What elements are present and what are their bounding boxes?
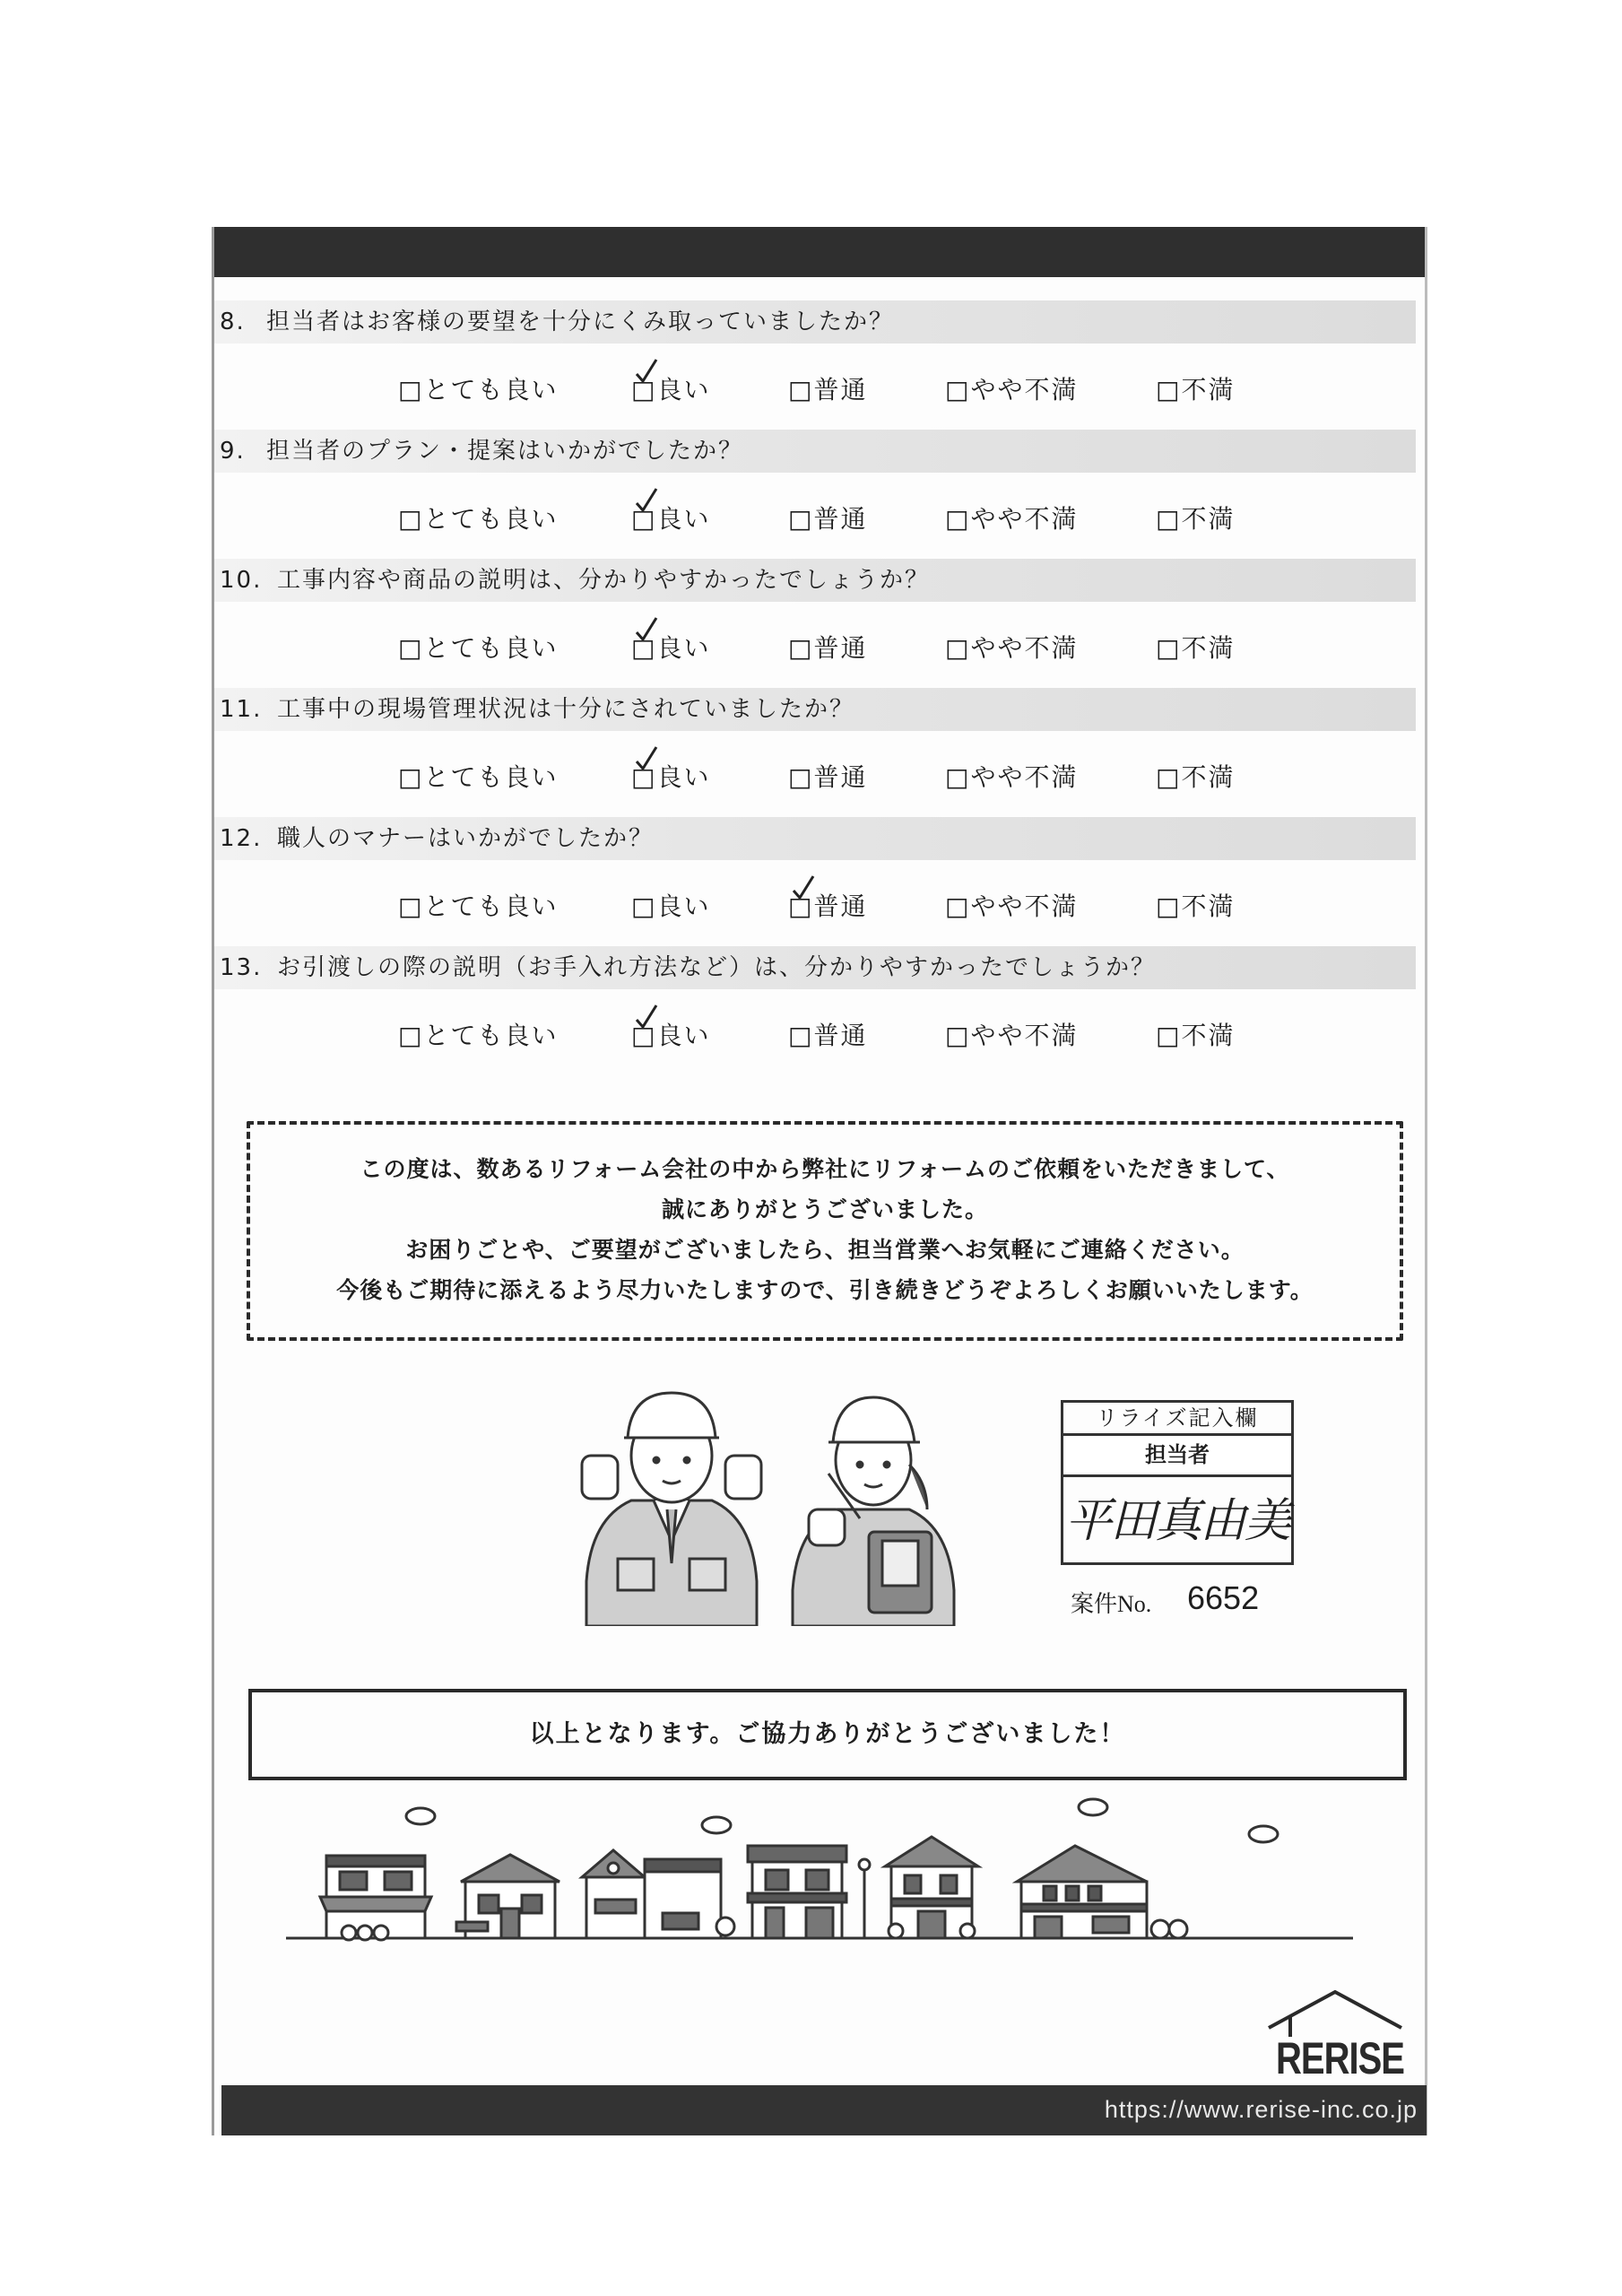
- question-12: [214, 817, 1425, 948]
- check-mark-icon: [633, 616, 660, 643]
- answer-option-label: □普通: [788, 1021, 868, 1050]
- bottom-bar: [221, 2085, 1427, 2135]
- house-roof-icon: [1263, 1985, 1407, 2039]
- answer-option[interactable]: [631, 372, 710, 408]
- answer-option-label: □とても良い: [398, 762, 559, 792]
- question-header: [214, 300, 1416, 344]
- case-number-value: 6652: [1187, 1579, 1260, 1616]
- answer-option-label: □不満: [1156, 1021, 1236, 1050]
- answer-option[interactable]: [788, 631, 867, 666]
- closing-text: 以上となります。ご協力ありがとうございました！: [529, 1720, 1126, 1748]
- answer-option-label: □不満: [1156, 762, 1236, 792]
- answer-option[interactable]: [398, 631, 558, 666]
- answer-option[interactable]: [398, 501, 558, 537]
- staff-signature: 平田真由美: [1061, 1477, 1294, 1565]
- answer-option-label: □やや不満: [945, 1021, 1079, 1050]
- workers-illustration: [568, 1384, 981, 1626]
- survey-page: [212, 227, 1427, 2135]
- question-text: 工事中の現場管理状況は十分にされていましたか？: [277, 696, 855, 723]
- check-mark-icon: [633, 1004, 660, 1031]
- question-text: 担当者はお客様の要望を十分にくみ取っていましたか？: [266, 309, 895, 335]
- answer-option-label: □不満: [1156, 504, 1236, 534]
- answer-option[interactable]: [1156, 760, 1235, 796]
- answer-option[interactable]: [788, 889, 867, 925]
- question-header: [214, 688, 1416, 731]
- answer-option[interactable]: [945, 760, 1078, 796]
- answer-option[interactable]: [1156, 889, 1235, 925]
- message-line-2: 誠にありがとうございました。: [661, 1196, 988, 1222]
- answer-option[interactable]: [398, 1018, 558, 1054]
- staff-entry-box: [1061, 1400, 1296, 1570]
- answer-option-label: □やや不満: [945, 891, 1079, 921]
- staff-entry-header: リライズ記入欄: [1061, 1400, 1294, 1436]
- message-line-1: この度は、数あるリフォーム会社の中から弊社にリフォームのご依頼をいただきまして、: [360, 1156, 1290, 1182]
- answer-option-label: □とても良い: [398, 1021, 559, 1050]
- answer-option-label: □普通: [788, 633, 868, 663]
- answer-option-label: □やや不満: [945, 375, 1079, 404]
- answer-option-label: □とても良い: [398, 375, 559, 404]
- question-10: [214, 559, 1425, 690]
- answer-option[interactable]: [788, 372, 867, 408]
- answer-option-label: □やや不満: [945, 504, 1079, 534]
- answer-option[interactable]: [788, 501, 867, 537]
- message-line-4: 今後もご期待に添えるよう尽力いたしますので、引き続きどうぞよろしくお願いいたします。: [336, 1277, 1314, 1303]
- question-number: 8.: [220, 309, 246, 335]
- question-number: 10.: [220, 567, 263, 594]
- answer-option[interactable]: [945, 1018, 1078, 1054]
- answer-option-label: □普通: [788, 762, 868, 792]
- answer-option[interactable]: [398, 760, 558, 796]
- answer-option-label: □やや不満: [945, 762, 1079, 792]
- question-number: 12.: [220, 825, 263, 852]
- answer-option[interactable]: [945, 501, 1078, 537]
- answer-option[interactable]: [945, 631, 1078, 666]
- answer-option[interactable]: [631, 501, 710, 537]
- answer-option-label: □普通: [788, 375, 868, 404]
- answer-option[interactable]: [631, 1018, 710, 1054]
- question-number: 13.: [220, 954, 263, 981]
- question-13: [214, 946, 1425, 1077]
- case-number-label: 案件No.: [1071, 1591, 1152, 1617]
- answer-option-label: □とても良い: [398, 633, 559, 663]
- answer-option[interactable]: [788, 760, 867, 796]
- answer-option[interactable]: [1156, 631, 1235, 666]
- message-line-3: お困りごとや、ご要望がございましたら、担当営業へお気軽にご連絡ください。: [405, 1237, 1245, 1263]
- check-mark-icon: [633, 358, 660, 385]
- answer-option-label: □不満: [1156, 375, 1236, 404]
- check-mark-icon: [633, 487, 660, 514]
- answer-option-label: □普通: [788, 504, 868, 534]
- answer-option-label: □良い: [631, 633, 711, 663]
- question-text: 担当者のプラン・提案はいかがでしたか？: [266, 438, 744, 465]
- check-mark-icon: [633, 745, 660, 772]
- answer-option-label: □不満: [1156, 633, 1236, 663]
- answer-option-label: □良い: [631, 375, 711, 404]
- answer-option[interactable]: [945, 889, 1078, 925]
- answer-option[interactable]: [1156, 501, 1235, 537]
- question-text: 工事内容や商品の説明は、分かりやすかったでしょうか？: [277, 567, 931, 594]
- answer-option-label: □とても良い: [398, 891, 559, 921]
- question-9: [214, 430, 1425, 561]
- answer-option[interactable]: [631, 760, 710, 796]
- answer-option-label: □良い: [631, 504, 711, 534]
- answer-option-label: □良い: [631, 1021, 711, 1050]
- answer-option[interactable]: [398, 889, 558, 925]
- answer-option[interactable]: [945, 372, 1078, 408]
- top-bar: [214, 227, 1425, 277]
- answer-option-label: □良い: [631, 891, 711, 921]
- answer-option[interactable]: [398, 372, 558, 408]
- company-url: https://www.rerise-inc.co.jp: [1104, 2096, 1418, 2123]
- logo-text: RERISE: [1276, 2034, 1404, 2083]
- answer-option[interactable]: [631, 889, 710, 925]
- rerise-logo: [1263, 1985, 1407, 2092]
- question-8: [214, 300, 1425, 431]
- answer-option-label: □とても良い: [398, 504, 559, 534]
- question-11: [214, 688, 1425, 819]
- question-header: [214, 817, 1416, 860]
- check-mark-icon: [790, 874, 817, 901]
- answer-option[interactable]: [1156, 372, 1235, 408]
- answer-option-label: □良い: [631, 762, 711, 792]
- question-number: 9.: [220, 438, 246, 465]
- thanks-message-box: [247, 1121, 1403, 1341]
- answer-option[interactable]: [631, 631, 710, 666]
- question-header: [214, 559, 1416, 602]
- answer-option-label: □不満: [1156, 891, 1236, 921]
- staff-label: 担当者: [1061, 1436, 1294, 1477]
- question-text: お引渡しの際の説明（お手入れ方法など）は、分かりやすかったでしょうか？: [277, 954, 1157, 981]
- answer-option-label: □やや不満: [945, 633, 1079, 663]
- question-number: 11.: [220, 696, 263, 723]
- answer-option[interactable]: [788, 1018, 867, 1054]
- answer-option-label: □普通: [788, 891, 868, 921]
- question-header: [214, 946, 1416, 989]
- town-illustration: [286, 1796, 1362, 1949]
- closing-box: [248, 1689, 1407, 1780]
- question-text: 職人のマナーはいかがでしたか？: [277, 825, 655, 852]
- answer-option[interactable]: [1156, 1018, 1235, 1054]
- question-header: [214, 430, 1416, 473]
